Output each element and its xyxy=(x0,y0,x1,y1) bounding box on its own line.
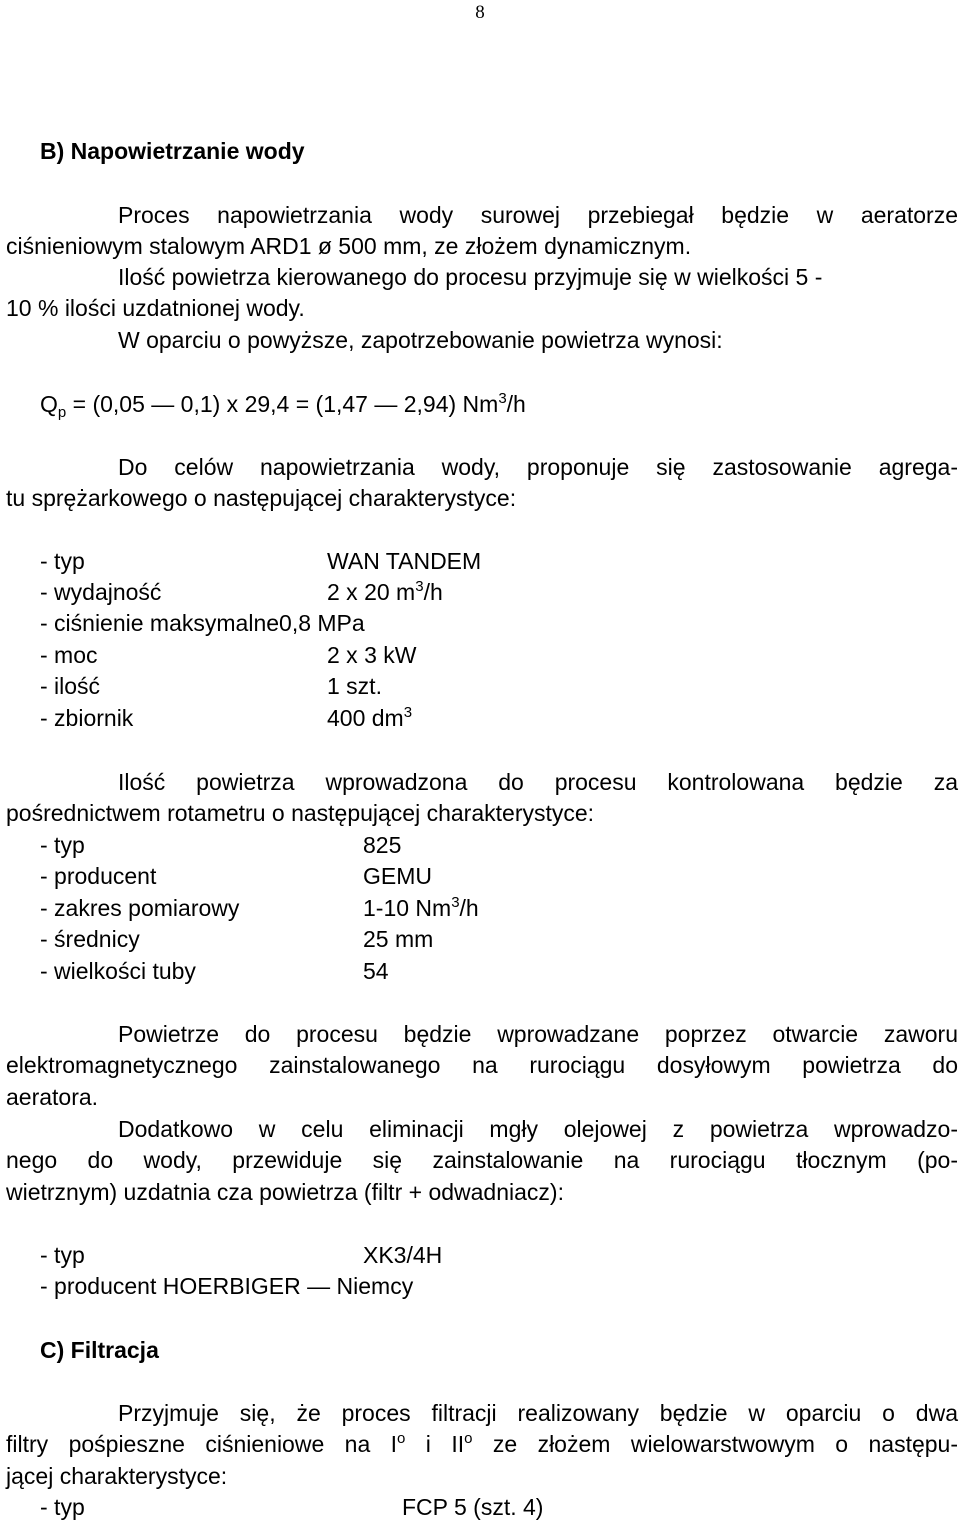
spec-value: 2 x 20 $m^3/h$ xyxy=(327,578,443,605)
paragraph-line: Do celów napowietrzania wody, proponuje się zastosowanie agrega- xyxy=(118,454,958,480)
spec-value: 25 mm xyxy=(363,926,434,952)
paragraph-line: aeratora. xyxy=(6,1084,99,1110)
spec-value: FCP 5 (szt. 4) xyxy=(402,1494,544,1520)
spec-row: - producent HOERBIGER — Niemcy xyxy=(40,1273,414,1299)
spec-value: WAN TANDEM xyxy=(327,548,482,574)
paragraph-line: Dodatkowo w celu eliminacji mgły olejowej z powietrza wprowadzo- xyxy=(118,1116,958,1142)
air-demand-formula: $Q_p = (0,05$ — 0,1) x 29,4 = (1,47 — 2,94) Nm$^3$/h xyxy=(40,390,526,421)
paragraph-line: Powietrze do procesu będzie wprowadzane poprzez otwarcie zaworu xyxy=(118,1021,958,1047)
paragraph-line: ciśnieniowym stalowym ARD1 ø 500 mm, ze złożem dynamicznym. xyxy=(6,233,692,259)
paragraph-line: jącej charakterystyce: xyxy=(6,1463,228,1489)
spec-value: 825 xyxy=(363,832,402,858)
spec-row xyxy=(0,609,960,637)
paragraph-line: pośrednictwem rotametru o następującej charakterystyce: xyxy=(6,800,595,826)
spec-row: - typ 825 xyxy=(40,832,402,858)
spec-row: - średnicy 25 mm xyxy=(40,926,434,952)
spec-value: GEMU xyxy=(363,863,432,889)
spec-row: - wydajność 2 x 20 $m^3/h$ xyxy=(40,578,443,605)
page-number: 8 xyxy=(475,2,485,23)
paragraph-line: Ilość powietrza kierowanego do procesu przyjmuje się w wielkości 5 - xyxy=(118,264,823,290)
spec-value: 400 $dm^3$ xyxy=(327,704,413,731)
spec-row: - moc 2 x 3 kW xyxy=(40,642,417,668)
section-b-heading: B) Napowietrzanie wody xyxy=(40,138,305,164)
spec-value: 1 szt. xyxy=(327,673,382,699)
spec-row: - ilość 1 szt. xyxy=(40,673,382,699)
paragraph-line: Proces napowietrzania wody surowej przebiegał będzie w aeratorze xyxy=(118,202,958,228)
paragraph-line: Przyjmuje się, że proces filtracji realizowany będzie w oparciu o dwa xyxy=(118,1400,958,1426)
paragraph-line: wietrznym) uzdatnia cza powietrza (filtr + odwadniacz): xyxy=(6,1179,564,1205)
spec-value: XK3/4H xyxy=(363,1242,443,1268)
paragraph-line: filtry pośpieszne ciśnieniowe na $I^o$ i $II^o$ ze złożem wielowarstwowym o następu- xyxy=(6,1430,958,1457)
spec-row: - zbiornik 400 $dm^3$ xyxy=(40,704,413,731)
spec-row: - producent GEMU xyxy=(40,863,432,889)
spec-row: - wielkości tuby 54 xyxy=(40,958,389,984)
spec-label-value-joined: - ciśnienie maksymalne0,8 MPa xyxy=(40,610,365,636)
paragraph-line: nego do wody, przewiduje się zainstalowanie na rurociągu tłocznym (po- xyxy=(6,1147,958,1173)
spec-value: 2 x 3 kW xyxy=(327,642,417,668)
spec-row: - typ XK3/4H xyxy=(40,1242,443,1268)
paragraph-line: W oparciu o powyższe, zapotrzebowanie powietrza wynosi: xyxy=(118,327,723,353)
paragraph-line: elektromagnetycznego zainstalowanego na rurociągu dosyłowym powietrza do xyxy=(6,1052,958,1078)
spec-row: - zakres pomiarowy 1-10 Nm$^3$/h xyxy=(40,894,479,921)
spec-value: 54 xyxy=(363,958,389,984)
spec-row: - typ WAN TANDEM xyxy=(40,548,482,574)
paragraph-line: tu sprężarkowego o następującej charakterystyce: xyxy=(6,485,517,511)
spec-value: 1-10 Nm$^3$/h xyxy=(363,894,479,921)
section-c-heading: C) Filtracja xyxy=(40,1337,159,1363)
paragraph-line: 10 % ilości uzdatnionej wody. xyxy=(6,295,305,321)
spec-row: - typ FCP 5 (szt. 4) xyxy=(40,1494,544,1520)
paragraph-line: Ilość powietrza wprowadzona do procesu kontrolowana będzie za xyxy=(118,769,958,795)
